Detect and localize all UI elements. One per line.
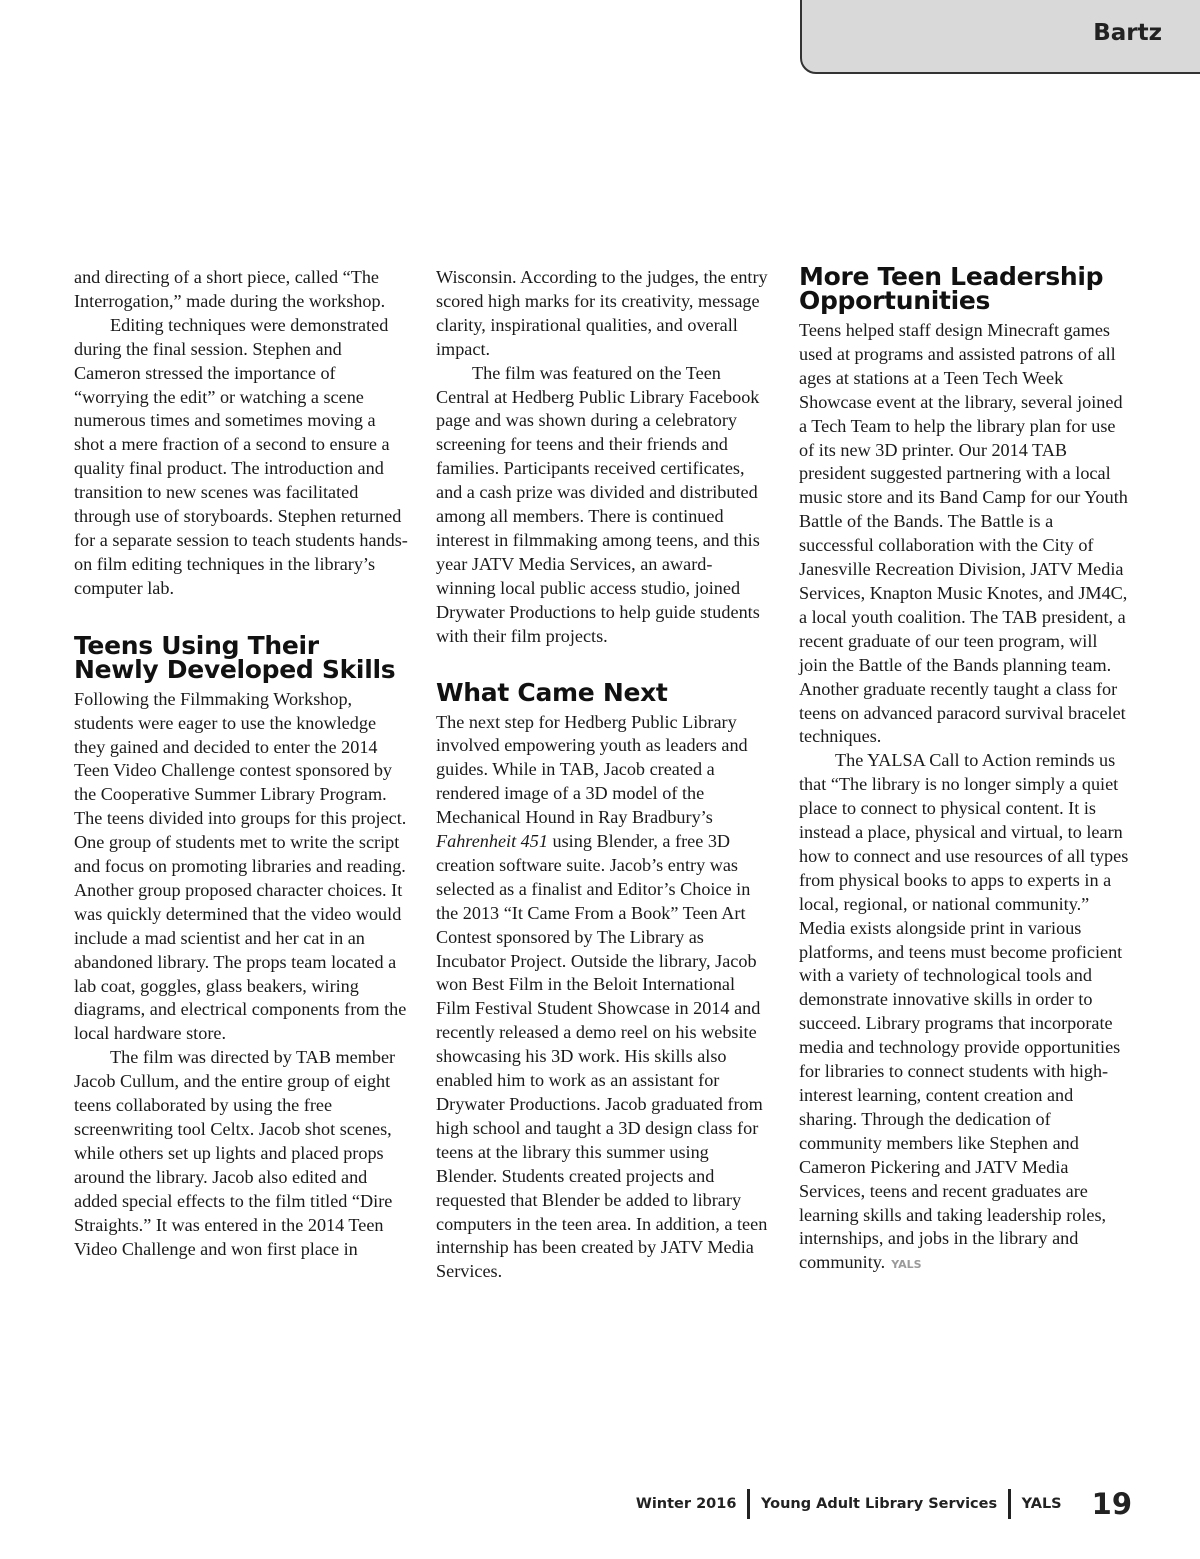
paragraph: Editing techniques were demonstrated during the final session. Stephen and Cameron stressed the importance of “worrying the edit” or watching a scene numerous times and sometimes moving a shot a mere fraction of a second to ensure a quality final product. The introduction and transition to new scenes was facilitated through use of storyboards. Stephen returned for a separate session to teach students hands-on film editing techniques in the library’s computer lab. bbox=[74, 314, 408, 598]
section-tab bbox=[800, 0, 1200, 74]
paragraph bbox=[799, 749, 1129, 1277]
page-footer bbox=[636, 1488, 1132, 1520]
footer-divider bbox=[1008, 1489, 1011, 1519]
paragraph: Teens helped staff design Minecraft games used at programs and assisted patrons of all ages at stations at a Teen Tech Week Showcase event at the library, several joined a Tech Team to help the library plan for use of its new 3D printer. Our 2014 TAB president suggested partnering with a local music store and its Band Camp for our Youth Battle of the Bands. The Battle is a successful collaboration with the City of Janesville Recreation Division, JATV Media Services, Knapton Music Knotes, and JM4C, a local youth coalition. The TAB president, a recent graduate of our teen program, will join the Battle of the Bands planning team. Another graduate recently taught a class for teens on advanced paracord survival bracelet techniques. bbox=[799, 320, 1128, 747]
section-heading: Teens Using Their Newly Developed Skills bbox=[74, 630, 396, 684]
author-tab-label: Bartz bbox=[1093, 20, 1162, 46]
paragraph: Wisconsin. According to the judges, the entry scored high marks for its creativity, message clarity, inspirational qualities, and overall impact. bbox=[436, 267, 768, 359]
paragraph: The film was directed by TAB member Jacob Cullum, and the entire group of eight teens collaborated by using the free screenwriting tool Celtx. Jacob shot scenes, while others set up lights and placed props around the library. Jacob also edited and added special effects to the film titled “Dire Straights.” It was entered in the 2014 Teen Video Challenge and won first place in bbox=[74, 1047, 396, 1259]
paragraph-text: The YALSA Call to Action reminds us that “The library is no longer simply a quiet place to connect to physical content. It is instead a place, physical and virtual, to learn how to connect and use resources of all types from physical books to apps to experts in a local, regional, or national community.” Media exists alongside print in various platforms, and teens must become proficient with a variety of technological tools and demonstrate innovative skills in order to succeed. Library programs that incorporate media and technology provide opportunities for libraries to connect students with high-interest learning, content creation and sharing. Through the dedication of community members like Stephen and Cameron Pickering and JATV Media Services, teens and recent graduates are learning skills and taking leadership roles, internships, and jobs in the library and community. bbox=[799, 750, 1129, 1273]
section-heading: More Teen Leadership Opportunities bbox=[799, 262, 1104, 315]
footer-divider bbox=[747, 1489, 750, 1519]
book-title: Fahrenheit 451 bbox=[436, 831, 548, 852]
paragraph: and directing of a short piece, called “The Interrogation,” made during the workshop. bbox=[74, 267, 386, 311]
paragraph: The film was featured on the Teen Central at Hedberg Public Library Facebook page and was shown during a celebratory screening for teens and their friends and families. Participants received certificates, and a cash prize was divided and distributed among all members. There is continued interest in filmmaking among teens, and this year JATV Media Services, an award-winning local public access studio, joined Drywater Productions to help guide students with their film projects. bbox=[436, 362, 760, 646]
footer-publication: Young Adult Library Services bbox=[760, 1496, 998, 1512]
footer-abbrev: YALS bbox=[1021, 1496, 1062, 1512]
paragraph-text: using Blender, a free 3D creation software suite. Jacob’s entry was selected as a finalist and Editor’s Choice in the 2013 “It Came From a Book” Teen Art Contest sponsored by The Library as Incubator Project. Outside the library, Jacob won Best Film in the Beloit International Film Festival Student Showcase in 2014 and recently released a demo reel on his website showcasing his 3D work. His skills also enabled him to work as an assistant for Drywater Productions. Jacob graduated from high school and taught a 3D design class for teens at the library this summer using Blender. Students created projects and requested that Blender be added to library computers in the teen area. In addition, a teen internship has been created by JATV Media Services. bbox=[436, 831, 768, 1282]
end-mark: YALS bbox=[891, 1258, 922, 1272]
page-number: 19 bbox=[1091, 1487, 1132, 1521]
footer-issue: Winter 2016 bbox=[635, 1496, 737, 1512]
paragraph bbox=[436, 711, 772, 1285]
section-heading: What Came Next bbox=[436, 677, 668, 707]
article-column-3 bbox=[799, 262, 1129, 1277]
article-column-2 bbox=[436, 266, 772, 1284]
paragraph: Following the Filmmaking Workshop, students were eager to use the knowledge they gained and decided to enter the 2014 Teen Video Challenge contest sponsored by the Cooperative Summer Library Program. The teens divided into groups for this project. One group of students met to write the script and focus on promoting libraries and reading. Another group proposed character choices. It was quickly determined that the video would include a mad scientist and her cat in an abandoned library. The props team located a lab coat, goggles, glass beakers, wiring diagrams, and electrical components from the local hardware store. bbox=[74, 688, 407, 1044]
article-column-1 bbox=[74, 266, 410, 1261]
paragraph-text: The next step for Hedberg Public Library involved empowering youth as leaders and guides. While in TAB, Jacob created a rendered image of a 3D model of the Mechanical Hound in Ray Bradbury’s bbox=[436, 711, 748, 828]
